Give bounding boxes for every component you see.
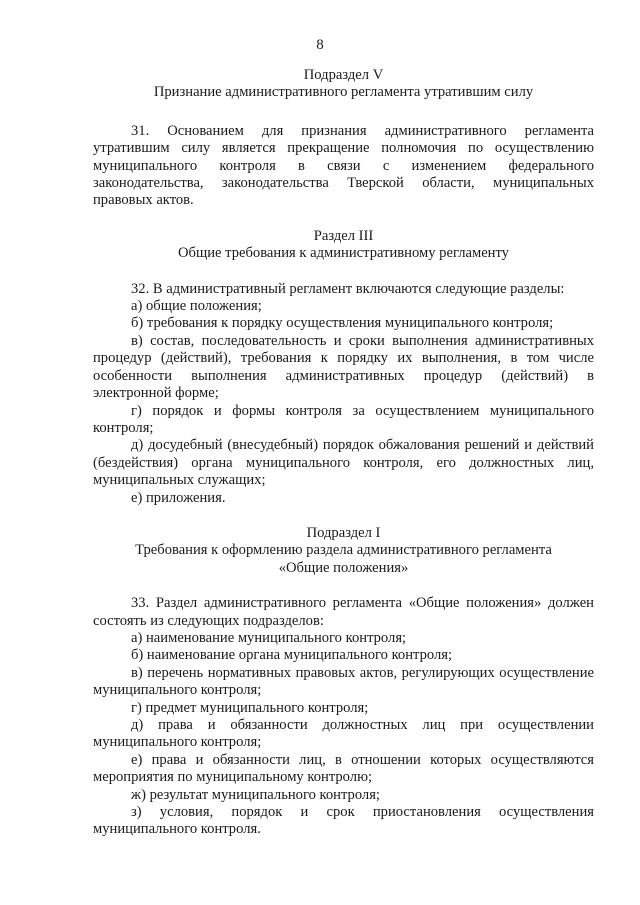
paragraph-32-item: а) общие положения; [131,298,262,315]
paragraph-33-item: б) наименование органа муниципального контроля; [131,647,453,664]
subsection-v-title: Признание административного регламента утратившим силу [153,84,534,101]
section-iii-title: Общие требования к административному регламенту [178,245,509,262]
paragraph-33-item: д) права и обязанности должностных лиц при осуществлении муниципального контроля; [93,717,594,751]
paragraph-33-item: г) предмет муниципального контроля; [131,699,369,716]
paragraph-32-item: б) требования к порядку осуществления муниципального контроля; [131,315,554,332]
document-body [93,67,594,839]
subsection-v-label: Подраздел V [303,67,384,83]
subsection-i-heading [93,525,594,577]
paragraph-32-item: г) порядок и формы контроля за осуществлением муниципального контроля; [93,402,594,436]
paragraph-31: 31. Основанием для признания административного регламента утратившим силу является прекращение полномочия по осуществлению муниципального контроля в связи с изменением федерального законодательства, законодательства Тверской области, муниципальных правовых актов. [93,122,594,209]
paragraph-32-intro: 32. В административный регламент включаются следующие разделы: [131,280,565,297]
paragraph-32-item: е) приложения. [131,489,226,506]
subsection-i-title: Требования к оформлению раздела административного регламента [135,542,552,559]
section-iii-label: Раздел III [313,227,374,244]
paragraph-33-item: ж) результат муниципального контроля; [131,786,380,803]
paragraph-33-item: з) условия, порядок и срок приостановления осуществления муниципального контроля. [93,804,594,838]
page-number: 8 [316,37,324,53]
paragraph-32-item: д) досудебный (внесудебный) порядок обжалования решений и действий (бездействия) органа муниципального контроля, его должностных лиц, муниципальных служащих; [93,437,594,489]
subsection-v-heading [93,67,594,102]
paragraph-33-item: а) наименование муниципального контроля; [131,629,407,646]
paragraph-33-item: в) перечень нормативных правовых актов, регулирующих осуществление муниципального контроля; [93,664,594,699]
subsection-i-label: Подраздел I [306,524,381,541]
subsection-i-title-quoted: «Общие положения» [278,559,409,576]
paragraph-33-intro: 33. Раздел административного регламента «Общие положения» должен состоять из следующих подразделов: [93,595,594,629]
section-iii-heading [93,228,594,263]
paragraph-33-item: е) права и обязанности лиц, в отношении которых осуществляются мероприятия по муниципальному контролю; [93,751,594,786]
paragraph-32-item: в) состав, последовательность и сроки выполнения административных процедур (действий), требования к порядку их выполнения, в том числе особенности выполнения административных процедур (действий) в электронной форме; [93,332,594,402]
